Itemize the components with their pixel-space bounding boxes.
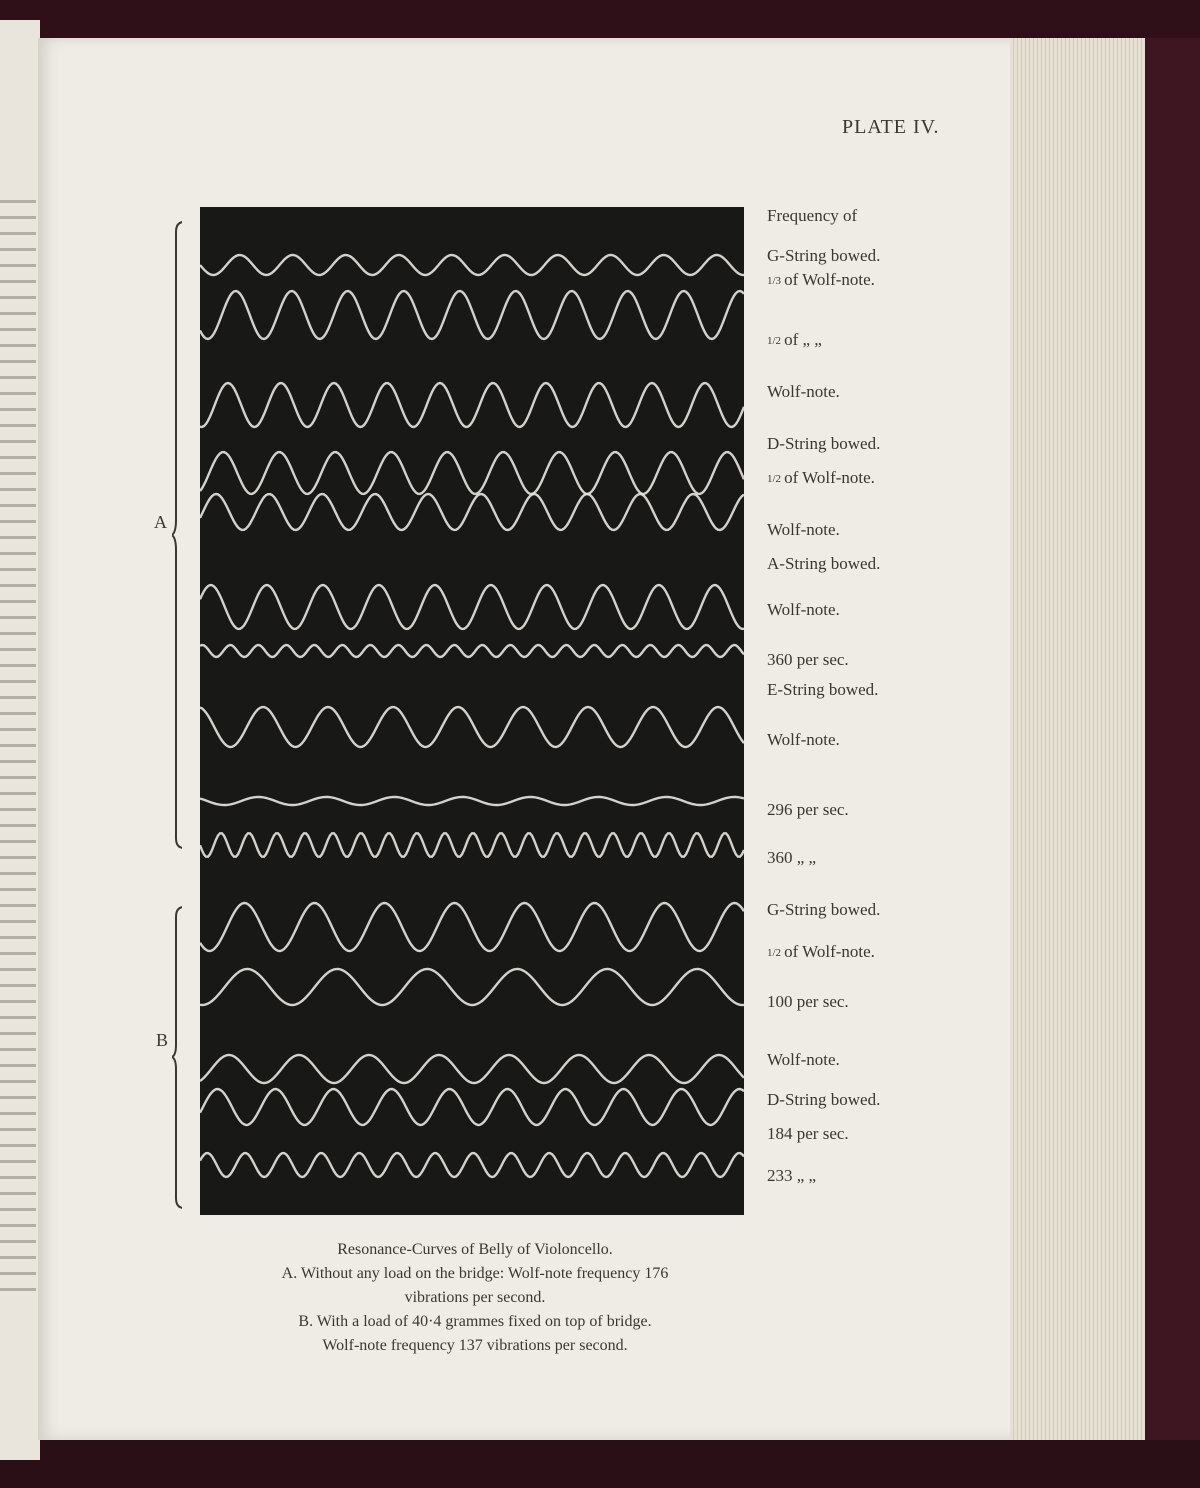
label-text: 360 „ „ [767, 848, 817, 867]
waveform-trace [200, 645, 744, 657]
label-text: of Wolf-note. [784, 942, 875, 961]
fraction: 1/2 [767, 335, 782, 347]
waveform-trace [200, 494, 744, 530]
left-page [0, 20, 40, 1460]
group-a-brace [172, 220, 182, 850]
frequency-label [767, 730, 840, 750]
label-text: 296 per sec. [767, 800, 849, 819]
group-b-label: B [156, 1030, 169, 1050]
group-b-brace [172, 905, 182, 1210]
waveform-trace [200, 707, 744, 747]
plate-label: PLATE IV. [842, 116, 940, 138]
waveform-trace [200, 969, 744, 1005]
label-text: of Wolf-note. [784, 468, 875, 487]
label-text: 360 per sec. [767, 650, 849, 669]
resonance-waveforms [200, 207, 744, 1215]
waveform-trace [200, 452, 744, 494]
label-text: G-String bowed. [767, 246, 881, 265]
fraction: 1/3 [767, 275, 782, 287]
waveform-trace [200, 797, 744, 805]
frequency-label [767, 246, 880, 266]
book-cover-right [1140, 38, 1200, 1440]
waveform-trace [200, 383, 744, 427]
frequency-label [767, 600, 840, 620]
label-text: 100 per sec. [767, 992, 849, 1011]
caption-a-line2: vibrations per second. [404, 1289, 546, 1306]
fraction: 1/2 [767, 473, 782, 485]
label-text: Wolf-note. [767, 520, 840, 539]
frequency-header: Frequency of [767, 206, 858, 225]
frequency-label [767, 520, 840, 540]
label-text: of „ „ [784, 330, 822, 349]
frequency-label [767, 992, 849, 1012]
left-page-text [0, 200, 36, 1300]
label-text: Wolf-note. [767, 382, 840, 401]
label-text: 184 per sec. [767, 1124, 849, 1143]
waveform-trace [200, 585, 744, 629]
label-text: Wolf-note. [767, 730, 840, 749]
waveform-trace [200, 291, 744, 339]
label-text: Wolf-note. [767, 600, 840, 619]
waveform-trace [200, 833, 744, 856]
label-text: Wolf-note. [767, 1050, 840, 1069]
frequency-label [767, 382, 840, 402]
frequency-label [767, 434, 880, 454]
frequency-label [767, 1166, 816, 1186]
label-text: of Wolf-note. [784, 270, 875, 289]
label-text: 233 „ „ [767, 1166, 817, 1185]
waveform-trace [200, 255, 744, 275]
frequency-label [767, 800, 849, 820]
frequency-label [767, 900, 880, 920]
waveform-trace [200, 903, 744, 951]
label-text: E-String bowed. [767, 680, 879, 699]
label-text: A-String bowed. [767, 554, 881, 573]
book-cover-top [0, 0, 1200, 38]
frequency-label [767, 848, 816, 868]
caption-b-line2: Wolf-note frequency 137 vibrations per second. [322, 1337, 628, 1354]
plate-caption [150, 1238, 800, 1358]
frequency-label [767, 1124, 849, 1144]
resonance-curves-photo [200, 207, 744, 1215]
frequency-label [767, 1050, 840, 1070]
frequency-label [767, 680, 878, 700]
label-text: D-String bowed. [767, 434, 881, 453]
frequency-label [767, 942, 875, 962]
label-text: G-String bowed. [767, 900, 881, 919]
fraction: 1/2 [767, 947, 782, 959]
group-a-label: A [154, 512, 167, 532]
frequency-label [767, 1090, 880, 1110]
frequency-label [767, 330, 822, 350]
book-cover-bottom [0, 1440, 1200, 1488]
waveform-trace [200, 1089, 744, 1125]
frequency-label [767, 468, 875, 488]
frequency-label [767, 270, 875, 290]
waveform-trace [200, 1055, 744, 1083]
page-edges [1010, 38, 1145, 1440]
label-text: D-String bowed. [767, 1090, 881, 1109]
caption-a-line1: A. Without any load on the bridge: Wolf-note frequency 176 [281, 1265, 669, 1282]
caption-b-line1: B. With a load of 40·4 grammes fixed on top of bridge. [298, 1313, 652, 1330]
frequency-label [767, 650, 849, 670]
waveform-trace [200, 1153, 744, 1177]
caption-title: Resonance-Curves of Belly of Violoncello. [337, 1241, 613, 1258]
frequency-label [767, 554, 880, 574]
